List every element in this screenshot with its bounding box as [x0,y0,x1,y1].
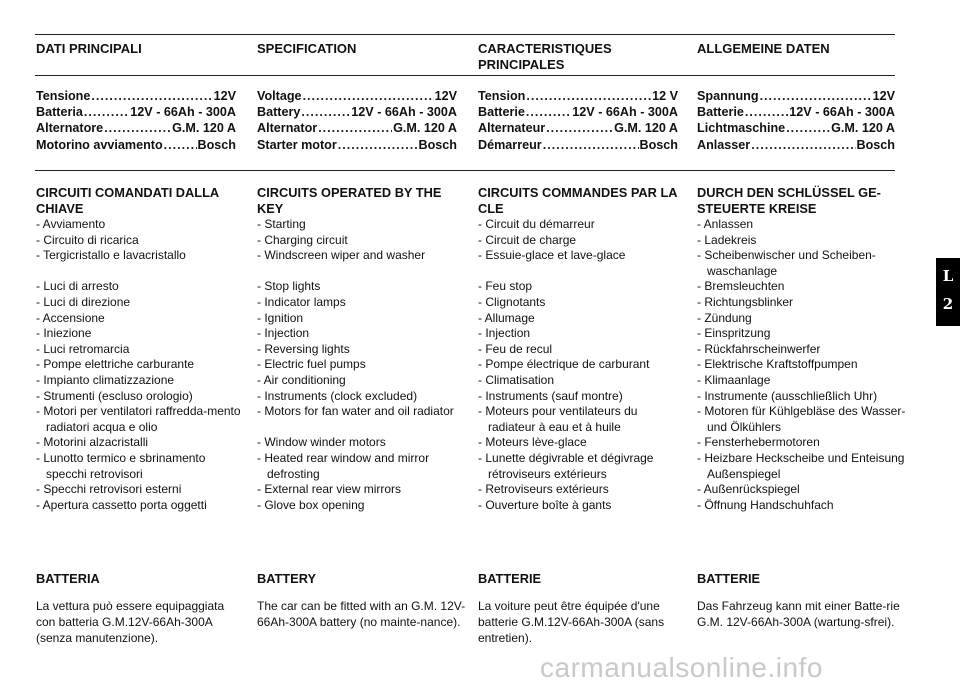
section-tab-number: 2 [942,295,954,313]
list-item: - Allumage [478,311,688,327]
list-item: - Pompe elettriche carburante [36,357,246,373]
spec-row: Batteria ..... 12V - 66Ah - 300A [36,104,236,120]
list-item: - Luci di direzione [36,295,246,311]
header-it: DATI PRINCIPALI [36,41,142,56]
circuits-de-title: DURCH DEN SCHLÜSSEL GE-STEUERTE KREISE [697,185,881,216]
spec-row: Motorino avviamento ..... Bosch [36,137,236,153]
circuits-fr-title: CIRCUITS COMMANDES PAR LA CLE [478,185,678,216]
list-item: - Apertura cassetto porta oggetti [36,498,246,514]
list-item: - Rückfahrscheinwerfer [697,342,907,358]
rule-top [35,34,895,35]
list-item: - Avviamento [36,217,246,233]
list-item: - Circuit de charge [478,233,688,249]
circuits-it [36,185,246,513]
spec-row: Tension ..... 12 V [478,88,678,104]
list-item: - Ignition [257,311,467,327]
list-item: - Pompe électrique de carburant [478,357,688,373]
list-item: - Feu stop [478,279,688,295]
list-item: - Clignotants [478,295,688,311]
list-item: - Moteurs pour ventilateurs du radiateur à eau et à huile [478,404,688,435]
specs-de [697,88,895,153]
list-item: - Tergicristallo e lavacristallo [36,248,246,264]
list-item: - Scheibenwischer und Scheiben-waschanlage [697,248,907,279]
list-item: - Starting [257,217,467,233]
list-item: - Motori per ventilatori raffredda-mento radiatori acqua e olio [36,404,246,435]
list-item: - Lunette dégivrable et dégivrage rétroviseurs extérieurs [478,451,688,482]
list-item [257,420,467,436]
circuits-de [697,185,907,513]
list-item: - Anlassen [697,217,907,233]
list-item: - Essuie-glace et lave-glace [478,248,688,264]
spec-row: Démarreur ..... Bosch [478,137,678,153]
spec-row: Alternatore ..... G.M. 120 A [36,120,236,136]
list-item: - Luci di arresto [36,279,246,295]
battery-it-text: La vettura può essere equipaggiata con batteria G.M.12V-66Ah-300A (senza manutenzione). [36,599,225,645]
list-item: - External rear view mirrors [257,482,467,498]
list-item: - Motoren für Kühlgebläse des Wasser- und Ölkühlers [697,404,907,435]
list-item: - Impianto climatizzazione [36,373,246,389]
circuits-fr-list [478,217,688,513]
list-item: - Elektrische Kraftstoffpumpen [697,357,907,373]
list-item: - Retroviseurs extérieurs [478,482,688,498]
list-item [36,264,246,280]
list-item: - Iniezione [36,326,246,342]
list-item: - Injection [257,326,467,342]
spec-row: Batterie ..... 12V - 66Ah - 300A [478,104,678,120]
list-item: - Motorini alzacristalli [36,435,246,451]
battery-fr-text: La voiture peut être équipée d'une batterie G.M.12V-66Ah-300A (sans entretien). [478,599,665,645]
list-item: - Moteurs lève-glace [478,435,688,451]
battery-en-text: The car can be fitted with an G.M. 12V-66Ah-300A battery (no mainte-nance). [257,599,466,629]
list-item: - Circuit du démarreur [478,217,688,233]
list-item: - Öffnung Handschuhfach [697,498,907,514]
battery-it-title: BATTERIA [36,571,100,586]
list-item: - Indicator lamps [257,295,467,311]
specs-fr [478,88,678,153]
list-item: - Richtungsblinker [697,295,907,311]
list-item: - Ladekreis [697,233,907,249]
circuits-en [257,185,467,513]
list-item: - Ouverture boîte à gants [478,498,688,514]
list-item: - Injection [478,326,688,342]
battery-de-text: Das Fahrzeug kann mit einer Batte-rie G.M. 12V-66Ah-300A (wartung-sfrei). [697,599,900,629]
rule-under-headers [35,75,895,76]
list-item: - Accensione [36,311,246,327]
list-item: - Stop lights [257,279,467,295]
list-item: - Luci retromarcia [36,342,246,358]
circuits-en-list [257,217,467,513]
spec-row: Anlasser ..... Bosch [697,137,895,153]
circuits-fr [478,185,688,513]
battery-fr-title: BATTERIE [478,571,542,586]
spec-row: Spannung ..... 12V [697,88,895,104]
spec-row: Battery ..... 12V - 66Ah - 300A [257,104,457,120]
list-item: - Lunotto termico e sbrinamento specchi retrovisori [36,451,246,482]
spec-row: Starter motor ..... Bosch [257,137,457,153]
watermark: carmanualsonline.info [540,652,823,683]
list-item: - Air conditioning [257,373,467,389]
list-item: - Glove box opening [257,498,467,514]
header-en: SPECIFICATION [257,41,357,56]
list-item: - Windscreen wiper and washer [257,248,467,264]
list-item: - Feu de recul [478,342,688,358]
spec-row: Voltage ..... 12V [257,88,457,104]
list-item: - Climatisation [478,373,688,389]
list-item: - Instruments (sauf montre) [478,389,688,405]
spec-row: Lichtmaschine ..... G.M. 120 A [697,120,895,136]
list-item: - Circuito di ricarica [36,233,246,249]
list-item: - Motors for fan water and oil radiator [257,404,467,420]
spec-row: Tensione ..... 12V [36,88,236,104]
rule-under-specs [35,170,895,171]
specs-en [257,88,457,153]
list-item: - Heated rear window and mirror defrosting [257,451,467,482]
list-item: - Electric fuel pumps [257,357,467,373]
section-tab [936,258,960,326]
header-fr: CARACTERISTIQUES PRINCIPALES [478,41,612,72]
list-item: - Charging circuit [257,233,467,249]
spec-row: Alternator ..... G.M. 120 A [257,120,457,136]
list-item: - Außenrückspiegel [697,482,907,498]
list-item: - Klimaanlage [697,373,907,389]
header-de: ALLGEMEINE DATEN [697,41,830,56]
list-item: - Specchi retrovisori esterni [36,482,246,498]
list-item: - Strumenti (escluso orologio) [36,389,246,405]
circuits-it-list [36,217,246,513]
list-item [478,264,688,280]
battery-de-title: BATTERIE [697,571,761,586]
circuits-it-title: CIRCUITI COMANDATI DALLA CHIAVE [36,185,219,216]
list-item: - Reversing lights [257,342,467,358]
list-item: - Instrumente (ausschließlich Uhr) [697,389,907,405]
list-item: - Heizbare Heckscheibe und Enteisung Außenspiegel [697,451,907,482]
list-item: - Fensterhebermotoren [697,435,907,451]
list-item: - Bremsleuchten [697,279,907,295]
battery-en-title: BATTERY [257,571,317,586]
circuits-de-list [697,217,907,513]
list-item: - Einspritzung [697,326,907,342]
circuits-en-title: CIRCUITS OPERATED BY THE KEY [257,185,442,216]
spec-row: Alternateur ..... G.M. 120 A [478,120,678,136]
list-item: - Instruments (clock excluded) [257,389,467,405]
list-item: - Window winder motors [257,435,467,451]
specs-it [36,88,236,153]
spec-row: Batterie ..... 12V - 66Ah - 300A [697,104,895,120]
list-item: - Zündung [697,311,907,327]
list-item [257,264,467,280]
section-tab-letter: L [942,267,954,285]
